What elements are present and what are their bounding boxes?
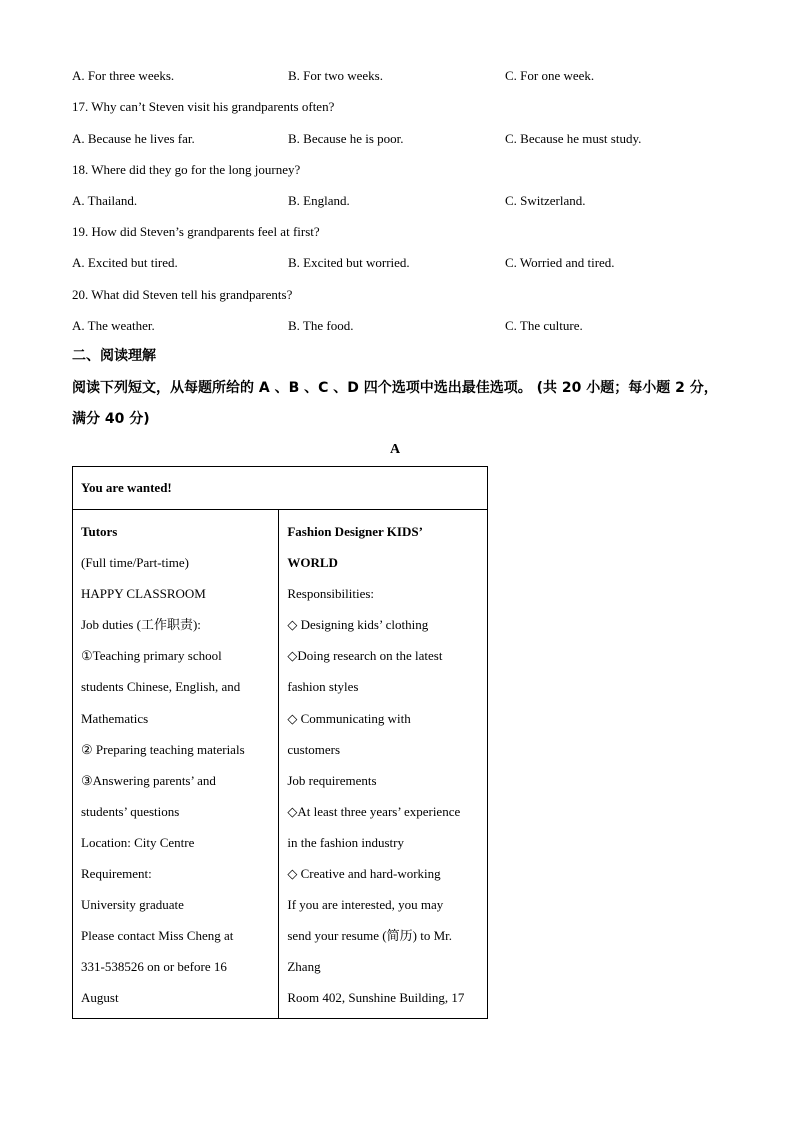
q16-option-c: C. For one week. — [505, 68, 595, 83]
tutors-line: 331-538526 on or before 16 — [81, 959, 227, 975]
tutors-line: University graduate — [81, 897, 184, 913]
q18-question: 18. Where did they go for the long journey? — [72, 162, 301, 177]
tutors-line: Please contact Miss Cheng at — [81, 928, 234, 944]
tutors-line: Mathematics — [81, 710, 149, 726]
designer-line: ◇At least three years’ experience — [287, 803, 461, 819]
tutors-line: Location: City Centre — [81, 834, 195, 850]
q19-question: 19. How did Steven’s grandparents feel at first? — [72, 224, 320, 239]
designer-line: fashion styles — [287, 679, 359, 695]
ad-right-column — [279, 510, 488, 1019]
passage-label: A — [390, 442, 401, 457]
designer-line: ◇Doing research on the latest — [287, 648, 443, 664]
q20-option-c: C. The culture. — [505, 318, 583, 333]
q17-question: 17. Why can’t Steven visit his grandparents often? — [72, 99, 335, 114]
q17-option-b: B. Because he is poor. — [288, 131, 404, 146]
tutors-line: Requirement: — [81, 866, 152, 882]
q18-option-a: A. Thailand. — [72, 193, 138, 208]
ad-header: You are wanted! — [73, 467, 488, 510]
tutors-line: students’ questions — [81, 803, 180, 819]
tutors-line: Job duties (工作职责): — [81, 617, 201, 633]
tutors-title: Tutors — [81, 524, 118, 539]
q20-question: 20. What did Steven tell his grandparents? — [72, 287, 293, 302]
section-heading: 二、阅读理解 — [72, 348, 156, 364]
tutors-line: ② Preparing teaching materials — [81, 741, 245, 757]
tutors-line: (Full time/Part-time) — [81, 555, 189, 571]
tutors-line: students Chinese, English, and — [81, 679, 241, 695]
designer-line: Room 402, Sunshine Building, 17 — [287, 990, 465, 1006]
designer-title-line2: WORLD — [287, 555, 338, 571]
designer-line: customers — [287, 741, 341, 757]
designer-line: ◇ Communicating with — [287, 710, 411, 726]
designer-line: Job requirements — [287, 772, 377, 788]
q20-option-a: A. The weather. — [72, 318, 155, 333]
designer-line: ◇ Designing kids’ clothing — [287, 617, 429, 633]
q19-option-b: B. Excited but worried. — [288, 255, 410, 270]
q19-option-c: C. Worried and tired. — [505, 255, 615, 270]
q20-option-b: B. The food. — [288, 318, 354, 333]
designer-title-line1: Fashion Designer KIDS’ — [287, 524, 423, 539]
section-instruction: 阅读下列短文，从每题所给的 A 、B 、C 、D 四个选项中选出最佳选项。 (共 20 小题；每小题 2 分，满分 40 分) — [72, 380, 718, 427]
q18-option-c: C. Switzerland. — [505, 193, 586, 208]
q16-option-a: A. For three weeks. — [72, 68, 175, 83]
tutors-line: August — [81, 990, 119, 1006]
q17-option-c: C. Because he must study. — [505, 131, 642, 146]
designer-line: ◇ Creative and hard-working — [287, 866, 441, 882]
designer-line: send your resume (简历) to Mr. — [287, 928, 452, 944]
designer-line: Zhang — [287, 959, 321, 975]
q19-option-a: A. Excited but tired. — [72, 255, 178, 270]
designer-line: in the fashion industry — [287, 834, 404, 850]
tutors-line: ①Teaching primary school — [81, 648, 222, 664]
tutors-line: HAPPY CLASSROOM — [81, 586, 206, 602]
designer-line: If you are interested, you may — [287, 897, 444, 913]
q17-option-a: A. Because he lives far. — [72, 131, 195, 146]
q18-option-b: B. England. — [288, 193, 350, 208]
ad-table — [72, 466, 488, 1019]
ad-left-column — [73, 510, 279, 1019]
tutors-line: ③Answering parents’ and — [81, 772, 216, 788]
designer-line: Responsibilities: — [287, 586, 375, 602]
q16-option-b: B. For two weeks. — [288, 68, 383, 83]
